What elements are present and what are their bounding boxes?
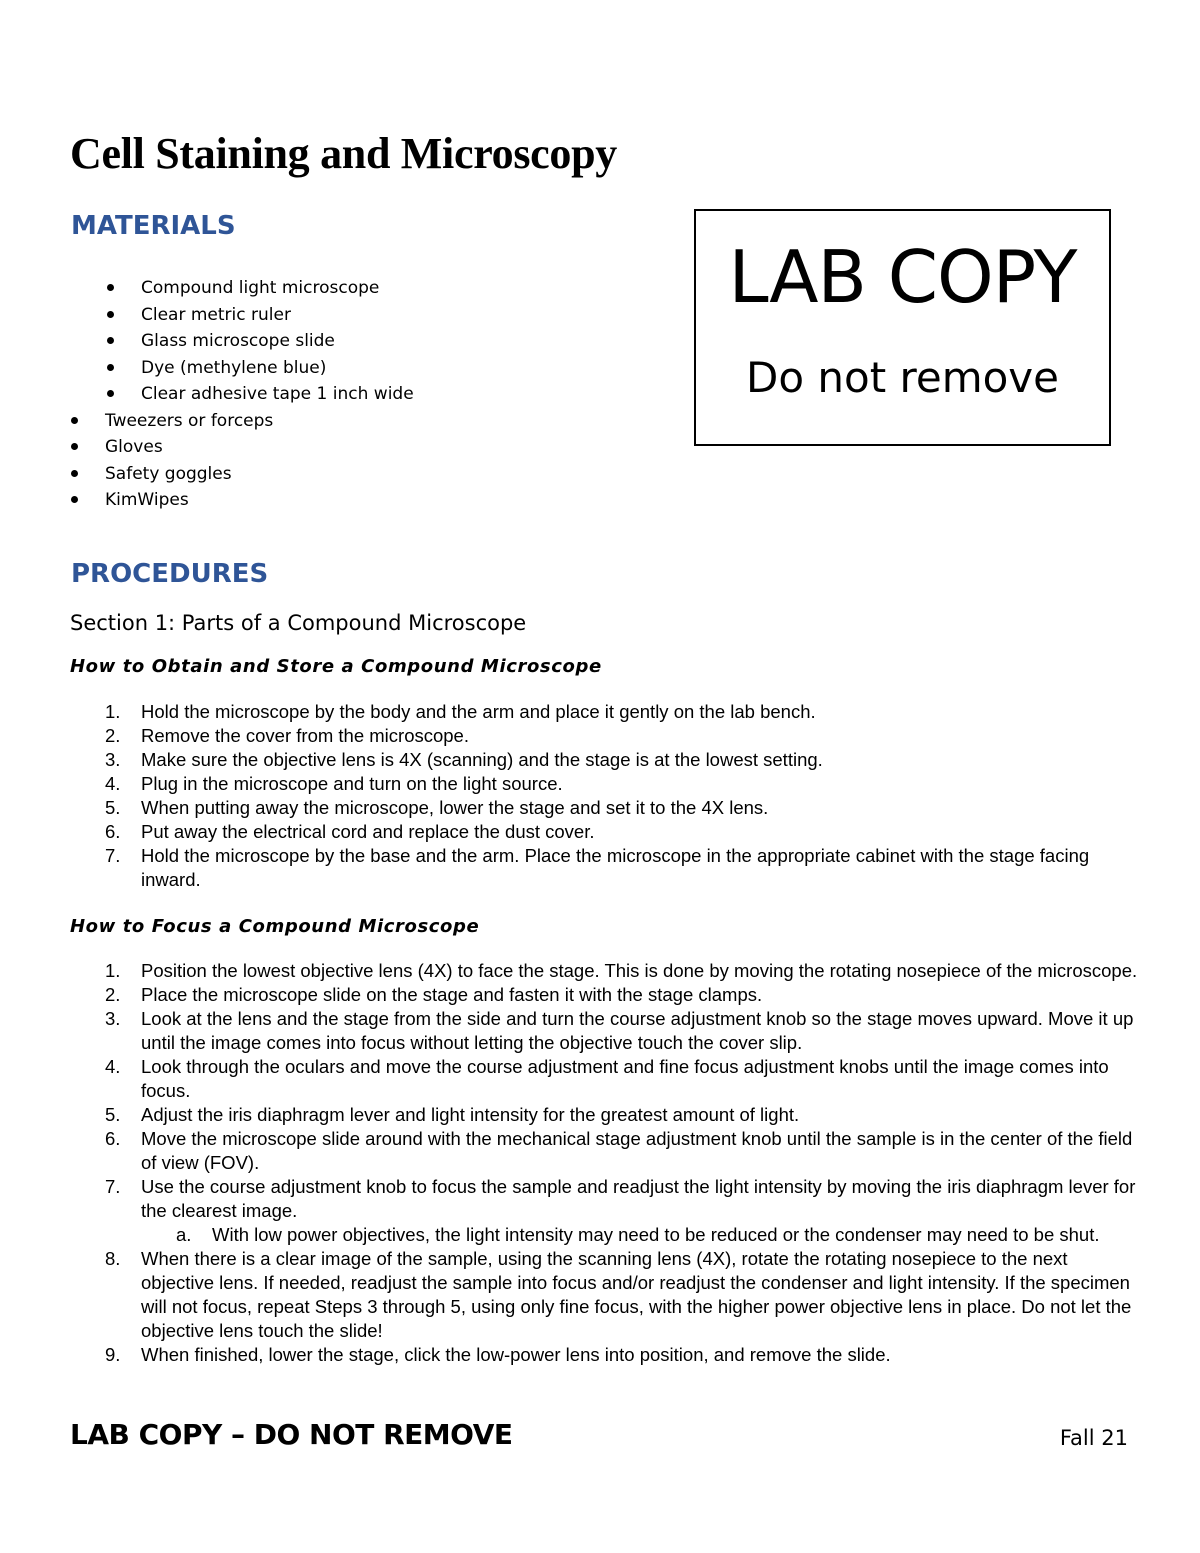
list-item — [0, 304, 414, 331]
list-item — [0, 330, 414, 357]
obtain-store-heading: How to Obtain and Store a Compound Microscope — [70, 656, 602, 677]
bullet-icon — [107, 364, 114, 371]
bullet-icon — [107, 390, 114, 397]
list-item — [0, 463, 414, 490]
step-text: Plug in the microscope and turn on the light source. — [141, 773, 563, 794]
list-item: 8. When there is a clear image of the sample, using the scanning lens (4X), rotate the rotating nosepiece to the next objective lens. If needed, readjust the sample into focus and/or readjust the condenser and light intensity. If the specimen will not focus, repeat Steps 3 through 5, using only fine focus, with the higher power objective lens in place. Do not let the objective lens touch the slide! — [105, 1248, 1132, 1341]
step-text: Put away the electrical cord and replace the dust cover. — [141, 821, 595, 842]
step-text: Hold the microscope by the base and the arm. Place the microscope in the appropriate cabinet with the stage facing inward. — [141, 845, 1090, 890]
bullet-icon — [71, 417, 78, 424]
materials-heading: MATERIALS — [71, 211, 236, 241]
bullet-icon — [71, 470, 78, 477]
list-item-text: Safety goggles — [105, 463, 232, 484]
step-text: Look at the lens and the stage from the side and turn the course adjustment knob so the stage moves upward. Move it up until the image comes into focus without letting the objective touch the cover slip. — [141, 1008, 1134, 1053]
step-text: Position the lowest objective lens (4X) to face the stage. This is done by moving the rotating nosepiece of the microscope. — [141, 960, 1138, 981]
step-text: Adjust the iris diaphragm lever and light intensity for the greatest amount of light. — [141, 1104, 800, 1125]
stamp-subtitle: Do not remove — [745, 353, 1059, 402]
bullet-icon — [107, 337, 114, 344]
bullet-icon — [107, 311, 114, 318]
list-item — [0, 489, 414, 516]
focus-heading: How to Focus a Compound Microscope — [70, 916, 480, 937]
list-item-text: Glass microscope slide — [141, 331, 335, 351]
list-item — [0, 383, 414, 410]
list-item — [0, 410, 414, 437]
footer-lab-copy: LAB COPY – DO NOT REMOVE — [70, 1418, 513, 1451]
page-title: Cell Staining and Microscopy — [70, 129, 617, 178]
focus-steps-list — [0, 959, 1140, 1367]
step-text: Look through the oculars and move the course adjustment and fine focus adjustment knobs until the image comes into focus. — [141, 1056, 1109, 1101]
list-item: 4. Plug in the microscope and turn on the light source. — [105, 773, 563, 794]
list-item-text: KimWipes — [105, 490, 189, 510]
list-item-text: Compound light microscope — [141, 278, 380, 298]
list-item: 2. Remove the cover from the microscope. — [105, 725, 469, 746]
step-text: When putting away the microscope, lower the stage and set it to the 4X lens. — [141, 797, 769, 818]
list-item: 4. Look through the oculars and move the course adjustment and fine focus adjustment knobs until the image comes into focus. — [105, 1056, 1109, 1101]
step-text: Hold the microscope by the body and the arm and place it gently on the lab bench. — [141, 701, 816, 722]
list-item: 5. When putting away the microscope, lower the stage and set it to the 4X lens. — [105, 797, 769, 818]
list-item: 7. Hold the microscope by the base and the arm. Place the microscope in the appropriate cabinet with the stage facing inward. — [105, 845, 1090, 890]
footer-term: Fall 21 — [1059, 1426, 1128, 1450]
stamp-title: LAB COPY — [728, 235, 1077, 319]
step-text: Remove the cover from the microscope. — [141, 725, 469, 746]
step-text: Move the microscope slide around with the mechanical stage adjustment knob until the sample is in the center of the field of view (FOV). — [141, 1128, 1133, 1173]
list-item: 1. Hold the microscope by the body and the arm and place it gently on the lab bench. — [105, 701, 816, 722]
list-item: 3. Make sure the objective lens is 4X (scanning) and the stage is at the lowest setting. — [105, 749, 823, 770]
bullet-icon — [71, 496, 78, 503]
list-item: 7. Use the course adjustment knob to focus the sample and readjust the light intensity by moving the iris diaphragm lever for the clearest image. — [105, 1176, 1136, 1221]
list-item-text: Dye (methylene blue) — [141, 357, 327, 378]
list-item: 5. Adjust the iris diaphragm lever and light intensity for the greatest amount of light. — [105, 1104, 800, 1125]
list-item — [0, 277, 414, 304]
bullet-icon — [71, 443, 78, 450]
step-text: With low power objectives, the light intensity may need to be reduced or the condenser may need to be shut. — [212, 1224, 1100, 1245]
list-item — [0, 436, 414, 463]
list-item-text: Tweezers or forceps — [105, 410, 274, 431]
step-text: Make sure the objective lens is 4X (scanning) and the stage is at the lowest setting. — [141, 749, 823, 770]
list-item: 6. Put away the electrical cord and replace the dust cover. — [105, 821, 595, 842]
obtain-steps-list — [0, 700, 1140, 892]
step-text: Use the course adjustment knob to focus the sample and readjust the light intensity by moving the iris diaphragm lever for the clearest image. — [141, 1176, 1136, 1221]
list-item: 9. When finished, lower the stage, click the low-power lens into position, and remove the slide. — [105, 1344, 891, 1365]
step-text: When finished, lower the stage, click the low-power lens into position, and remove the slide. — [141, 1344, 891, 1365]
step-text: Place the microscope slide on the stage and fasten it with the stage clamps. — [141, 984, 763, 1005]
procedures-heading: PROCEDURES — [71, 559, 269, 589]
list-item: 6. Move the microscope slide around with the mechanical stage adjustment knob until the sample is in the center of the field of view (FOV). — [105, 1128, 1133, 1173]
list-item — [0, 357, 414, 384]
step-text: When there is a clear image of the sample, using the scanning lens (4X), rotate the rotating nosepiece to the next objective lens. If needed, readjust the sample into focus and/or readjust the condenser and light intensity. If the specimen will not focus, repeat Steps 3 through 5, using only fine focus, with the higher power objective lens in place. Do not let the objective lens touch the slide! — [141, 1248, 1132, 1341]
lab-copy-stamp — [694, 209, 1111, 446]
materials-list — [0, 277, 414, 516]
section1-title: Section 1: Parts of a Compound Microscope — [70, 611, 527, 635]
list-item-text: Gloves — [105, 437, 163, 457]
bullet-icon — [107, 284, 114, 291]
list-item: 2. Place the microscope slide on the stage and fasten it with the stage clamps. — [105, 984, 763, 1005]
list-item-text: Clear adhesive tape 1 inch wide — [141, 384, 414, 404]
list-item: 1. Position the lowest objective lens (4X) to face the stage. This is done by moving the rotating nosepiece of the microscope. — [105, 960, 1138, 981]
list-item: a. With low power objectives, the light intensity may need to be reduced or the condenser may need to be shut. — [176, 1224, 1100, 1245]
list-item: 3. Look at the lens and the stage from the side and turn the course adjustment knob so the stage moves upward. Move it up until the image comes into focus without letting the objective touch the cover slip. — [105, 1008, 1134, 1053]
list-item-text: Clear metric ruler — [141, 304, 291, 325]
